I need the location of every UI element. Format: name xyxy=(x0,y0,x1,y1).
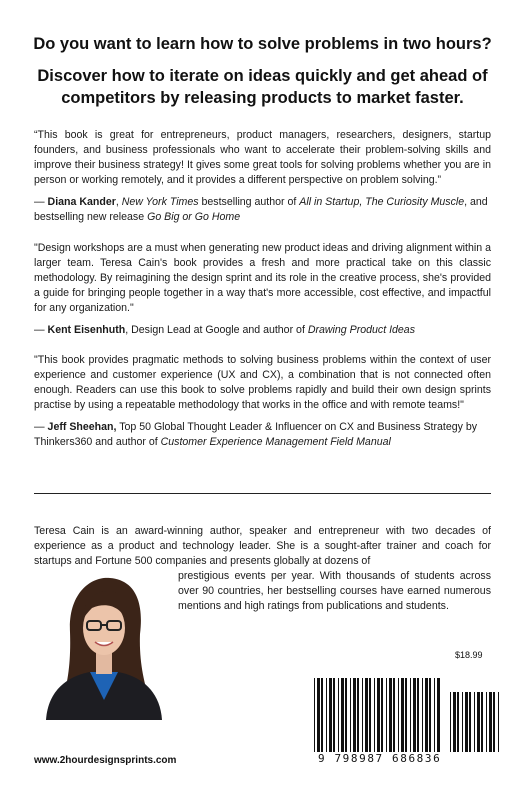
barcode-bar xyxy=(498,692,499,752)
barcode-bar xyxy=(474,692,475,752)
barcode-bar xyxy=(486,692,487,752)
headline: Do you want to learn how to solve problems in two hours? xyxy=(33,35,492,53)
barcode-bar xyxy=(465,692,468,752)
barcode-bar xyxy=(429,678,431,752)
barcode-bar xyxy=(493,692,495,752)
testimonial-text: “This book is great for entrepreneurs, product managers, researchers, designers, startup founders, and business professionals who want to accelerate their problem-solving skills and improve their business strategy! It gives some great tools for solving problems whether you are in person or working remotely, and it provides a different perspective on problem solving.” xyxy=(34,129,491,186)
barcode-bar xyxy=(369,678,371,752)
testimonial-attribution: — Jeff Sheehan, Top 50 Global Thought Leader & Influencer on CX and Business Strategy by Thinkers360 and author of Customer Experience Management Field Manual xyxy=(34,421,478,448)
barcode-bar xyxy=(317,678,320,752)
author-name: Diana Kander xyxy=(47,196,116,208)
barcode-bar xyxy=(450,692,451,752)
barcode-bar xyxy=(338,678,339,752)
barcode-bar xyxy=(417,678,419,752)
barcode-bar xyxy=(357,678,359,752)
barcode-bar xyxy=(341,678,344,752)
barcode-bar xyxy=(345,678,347,752)
barcode-bar xyxy=(457,692,459,752)
author-bio-continued: prestigious events per year. With thousands of students across over 90 countries, her bestselling courses have earned numerous mentions and high ratings from publications and students. xyxy=(178,570,491,612)
addon-barcode-bars xyxy=(450,692,499,752)
barcode-bar xyxy=(469,692,471,752)
barcode-bar xyxy=(462,692,463,752)
barcode-bar xyxy=(365,678,368,752)
barcode-bar xyxy=(374,678,375,752)
author-name: Jeff Sheehan, xyxy=(47,421,117,433)
barcode-bar xyxy=(422,678,423,752)
testimonial-attribution: — Diana Kander, New York Times bestselling author of All in Startup, The Curiosity Muscle, and bestselling new release Go Big or Go Home xyxy=(34,196,488,223)
barcode-bar xyxy=(393,678,395,752)
barcode-bar xyxy=(386,678,387,752)
testimonial-text: "Design workshops are a must when generating new product ideas and driving alignment within a larger team. Teresa Cain's book provides a fresh and more practical take on this classic methodology. By reimagining the design sprint and its role in the creative process, she's provided a guide for bringing people together in a way that's more accessible, cost effective, and impactful for any organization." xyxy=(34,242,491,314)
barcode-bar xyxy=(413,678,416,752)
ean-number: 9 798987 686836 xyxy=(318,752,442,765)
barcode-bar xyxy=(453,692,456,752)
barcode-bar xyxy=(410,678,411,752)
barcode-bar xyxy=(389,678,392,752)
barcode-bar xyxy=(437,678,440,752)
barcode-bar xyxy=(401,678,404,752)
barcode-bar xyxy=(481,692,483,752)
barcode-bar xyxy=(377,678,380,752)
barcode-bar xyxy=(333,678,335,752)
author-bio-top: Teresa Cain is an award-winning author, speaker and entrepreneur with two decades of experience as a product and technology leader. She is a sought-after trainer and coach for startups and Fortune 500 companies and presents globally at dozens of xyxy=(34,525,491,567)
author-name: Kent Eisenhuth xyxy=(47,324,126,336)
barcode-bar xyxy=(321,678,323,752)
barcode-bar xyxy=(353,678,356,752)
barcode-bar xyxy=(489,692,492,752)
barcode-bar xyxy=(405,678,407,752)
testimonial-attribution: — Kent Eisenhuth, Design Lead at Google and author of Drawing Product Ideas xyxy=(34,324,415,336)
barcode-bar xyxy=(398,678,399,752)
barcode-bar xyxy=(477,692,480,752)
testimonial-text: "This book provides pragmatic methods to solving business problems within the context of user experience and customer experience (UX and CX), a combination that is not connected often enough. Readers can use this book to solve problems rapidly and build their own design sprints practise by using a repeatable methodology that works in the office and with remote teams!" xyxy=(34,354,491,411)
barcode-bar xyxy=(434,678,435,752)
barcode-bar xyxy=(362,678,363,752)
barcode-bar xyxy=(350,678,351,752)
barcode-bar xyxy=(326,678,327,752)
barcode-bar xyxy=(314,678,315,752)
subheadline: Discover how to iterate on ideas quickly and get ahead of competitors by releasing products to market faster. xyxy=(37,67,488,107)
website-url: www.2hourdesignsprints.com xyxy=(34,755,177,766)
barcode-bar xyxy=(329,678,332,752)
barcode-bar xyxy=(425,678,428,752)
barcode-bar xyxy=(381,678,383,752)
price: $18.99 xyxy=(455,650,483,660)
